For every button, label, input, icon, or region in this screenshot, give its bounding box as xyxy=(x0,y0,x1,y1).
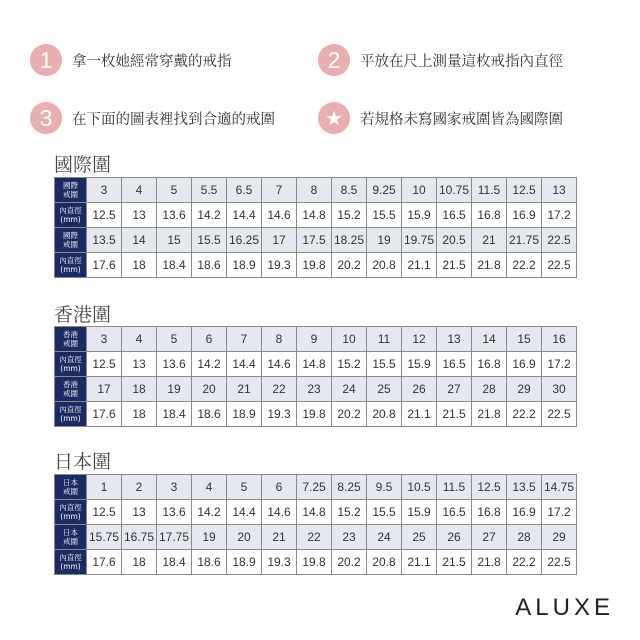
table-cell: 15.5 xyxy=(367,203,402,228)
table-cell: 19.3 xyxy=(262,550,297,575)
table-cell: 18.9 xyxy=(227,402,262,427)
table-cell: 22.2 xyxy=(507,402,542,427)
step-text: 平放在尺上測量這枚戒指內直徑 xyxy=(360,53,563,70)
table-cell: 21.75 xyxy=(507,228,542,253)
table-cell: 18 xyxy=(122,402,157,427)
table-cell: 12.5 xyxy=(472,475,507,500)
ring-size-label: 日本 戒圍 xyxy=(55,475,87,500)
table-cell: 23 xyxy=(332,525,367,550)
table-cell: 13 xyxy=(122,203,157,228)
table-cell: 14.4 xyxy=(227,500,262,525)
table-cell: 22.5 xyxy=(542,402,577,427)
table-cell: 22.2 xyxy=(507,550,542,575)
table-cell: 14.8 xyxy=(297,500,332,525)
inner-diameter-label: 內直徑 (mm) xyxy=(55,203,87,228)
ring-size-label: 香港 戒圍 xyxy=(55,377,87,402)
inner-diameter-label: 內直徑 (mm) xyxy=(55,253,87,278)
inner-diameter-row xyxy=(55,203,577,228)
table-cell: 17 xyxy=(262,228,297,253)
table-cell: 22.5 xyxy=(542,253,577,278)
table-cell: 29 xyxy=(507,377,542,402)
table-cell: 21.1 xyxy=(402,550,437,575)
table-cell: 7 xyxy=(227,327,262,352)
table-cell: 16.9 xyxy=(507,500,542,525)
ring-size-row xyxy=(55,377,577,402)
step-number-badge: 3 xyxy=(30,102,62,134)
brand-logo: ALUXE xyxy=(515,594,614,621)
table-cell: 19 xyxy=(192,525,227,550)
table-cell: 11.5 xyxy=(437,475,472,500)
table-cell: 29 xyxy=(542,525,577,550)
table-cell: 21.5 xyxy=(437,550,472,575)
table-cell: 17.75 xyxy=(157,525,192,550)
inner-diameter-row xyxy=(55,352,577,377)
table-cell: 17.2 xyxy=(542,352,577,377)
table-cell: 15.9 xyxy=(402,203,437,228)
table-cell: 13 xyxy=(122,500,157,525)
table-cell: 27 xyxy=(437,377,472,402)
table-cell: 18 xyxy=(122,377,157,402)
table-cell: 19.3 xyxy=(262,253,297,278)
table-cell: 22.2 xyxy=(507,253,542,278)
table-cell: 15.5 xyxy=(367,352,402,377)
table-cell: 18.6 xyxy=(192,402,227,427)
table-cell: 17 xyxy=(87,377,122,402)
table-cell: 9 xyxy=(297,327,332,352)
table-cell: 25 xyxy=(402,525,437,550)
table-cell: 11.5 xyxy=(472,178,507,203)
inner-diameter-row xyxy=(55,550,577,575)
table-cell: 19 xyxy=(157,377,192,402)
step-2 xyxy=(318,44,563,76)
table-cell: 21.8 xyxy=(472,402,507,427)
table-cell: 18.4 xyxy=(157,550,192,575)
table-cell: 15.75 xyxy=(87,525,122,550)
table-cell: 22 xyxy=(297,525,332,550)
table-cell: 18.9 xyxy=(227,550,262,575)
table-cell: 15.5 xyxy=(192,228,227,253)
table-cell: 20.2 xyxy=(332,402,367,427)
table-cell: 14.4 xyxy=(227,352,262,377)
table-cell: 14.4 xyxy=(227,203,262,228)
table-cell: 16.9 xyxy=(507,203,542,228)
table-cell: 21 xyxy=(472,228,507,253)
table-cell: 20.2 xyxy=(332,550,367,575)
table-cell: 27 xyxy=(472,525,507,550)
table-cell: 5.5 xyxy=(192,178,227,203)
table-cell: 18 xyxy=(122,253,157,278)
table-cell: 25 xyxy=(367,377,402,402)
table-cell: 13 xyxy=(437,327,472,352)
table-cell: 10.5 xyxy=(402,475,437,500)
table-cell: 24 xyxy=(367,525,402,550)
table-cell: 5 xyxy=(227,475,262,500)
table-cell: 8 xyxy=(297,178,332,203)
table-cell: 15 xyxy=(157,228,192,253)
inner-diameter-label: 內直徑 (mm) xyxy=(55,402,87,427)
inner-diameter-label: 內直徑 (mm) xyxy=(55,352,87,377)
table-cell: 21.8 xyxy=(472,550,507,575)
table-cell: 18.6 xyxy=(192,253,227,278)
table-cell: 28 xyxy=(472,377,507,402)
table-cell: 13.6 xyxy=(157,352,192,377)
inner-diameter-label: 內直徑 (mm) xyxy=(55,550,87,575)
table-cell: 13.5 xyxy=(507,475,542,500)
table-cell: 14.75 xyxy=(542,475,577,500)
table-cell: 4 xyxy=(122,327,157,352)
table-cell: 10.75 xyxy=(437,178,472,203)
table-cell: 16.75 xyxy=(122,525,157,550)
ring-size-label: 國際 戒圍 xyxy=(55,178,87,203)
table-cell: 19 xyxy=(367,228,402,253)
table-cell: 19.8 xyxy=(297,402,332,427)
table-cell: 16.9 xyxy=(507,352,542,377)
table-cell: 14.2 xyxy=(192,352,227,377)
table-cell: 14.6 xyxy=(262,500,297,525)
table-cell: 17.6 xyxy=(87,253,122,278)
table-cell: 8.25 xyxy=(332,475,367,500)
table-cell: 5 xyxy=(157,178,192,203)
table-cell: 8.5 xyxy=(332,178,367,203)
table-cell: 15.2 xyxy=(332,500,367,525)
table-cell: 20 xyxy=(227,525,262,550)
ring-size-label: 日本 戒圍 xyxy=(55,525,87,550)
table-cell: 17.6 xyxy=(87,402,122,427)
step-number-badge: 1 xyxy=(30,44,62,76)
step-text: 在下面的圖表裡找到合適的戒圍 xyxy=(72,111,275,128)
table-cell: 13 xyxy=(542,178,577,203)
table-cell: 16.5 xyxy=(437,500,472,525)
table-cell: 15.2 xyxy=(332,352,367,377)
ring-size-row xyxy=(55,525,577,550)
table-cell: 17.2 xyxy=(542,500,577,525)
table-cell: 12.5 xyxy=(87,203,122,228)
star-icon: ★ xyxy=(318,102,350,134)
table-cell: 13.6 xyxy=(157,203,192,228)
table-cell: 11 xyxy=(367,327,402,352)
table-cell: 16.5 xyxy=(437,352,472,377)
table-cell: 15.2 xyxy=(332,203,367,228)
table-cell: 14.2 xyxy=(192,203,227,228)
table-cell: 17.5 xyxy=(297,228,332,253)
table-cell: 23 xyxy=(297,377,332,402)
table-cell: 15.9 xyxy=(402,500,437,525)
section-title-hongkong: 香港圍 xyxy=(54,304,112,326)
table-cell: 15.5 xyxy=(367,500,402,525)
table-cell: 20.2 xyxy=(332,253,367,278)
table-cell: 16.25 xyxy=(227,228,262,253)
table-cell: 19.8 xyxy=(297,253,332,278)
table-cell: 13.6 xyxy=(157,500,192,525)
table-cell: 10 xyxy=(402,178,437,203)
inner-diameter-row xyxy=(55,253,577,278)
step-3 xyxy=(30,102,275,134)
step-number-badge: 2 xyxy=(318,44,350,76)
table-cell: 13 xyxy=(122,352,157,377)
ring-size-row xyxy=(55,327,577,352)
step-1 xyxy=(30,44,232,76)
table-cell: 20.8 xyxy=(367,253,402,278)
table-cell: 9.25 xyxy=(367,178,402,203)
table-cell: 20 xyxy=(192,377,227,402)
table-cell: 6.5 xyxy=(227,178,262,203)
table-cell: 14 xyxy=(472,327,507,352)
table-cell: 19.3 xyxy=(262,402,297,427)
table-cell: 6 xyxy=(262,475,297,500)
table-cell: 17.6 xyxy=(87,550,122,575)
table-cell: 24 xyxy=(332,377,367,402)
table-cell: 18.4 xyxy=(157,402,192,427)
table-cell: 30 xyxy=(542,377,577,402)
table-cell: 21 xyxy=(262,525,297,550)
inner-diameter-label: 內直徑 (mm) xyxy=(55,500,87,525)
table-cell: 1 xyxy=(87,475,122,500)
table-cell: 15 xyxy=(507,327,542,352)
step-text: 拿一枚她經常穿戴的戒指 xyxy=(72,53,232,70)
table-cell: 19.8 xyxy=(297,550,332,575)
section-title-international: 國際圍 xyxy=(54,154,112,176)
table-cell: 12.5 xyxy=(87,352,122,377)
table-cell: 18.4 xyxy=(157,253,192,278)
table-cell: 16.8 xyxy=(472,500,507,525)
table-cell: 6 xyxy=(192,327,227,352)
table-cell: 12.5 xyxy=(507,178,542,203)
table-cell: 7 xyxy=(262,178,297,203)
step-text: 若規格未寫國家戒圍皆為國際圍 xyxy=(360,111,563,128)
inner-diameter-row xyxy=(55,402,577,427)
table-cell: 22 xyxy=(262,377,297,402)
table-cell: 16 xyxy=(542,327,577,352)
table-cell: 2 xyxy=(122,475,157,500)
table-cell: 20.5 xyxy=(437,228,472,253)
table-cell: 5 xyxy=(157,327,192,352)
table-cell: 18 xyxy=(122,550,157,575)
table-cell: 10 xyxy=(332,327,367,352)
table-cell: 8 xyxy=(262,327,297,352)
table-cell: 14.8 xyxy=(297,352,332,377)
table-cell: 15.9 xyxy=(402,352,437,377)
table-cell: 14.6 xyxy=(262,203,297,228)
table-cell: 9.5 xyxy=(367,475,402,500)
table-cell: 17.2 xyxy=(542,203,577,228)
table-cell: 12 xyxy=(402,327,437,352)
table-cell: 12.5 xyxy=(87,500,122,525)
table-cell: 21.1 xyxy=(402,253,437,278)
table-cell: 21.8 xyxy=(472,253,507,278)
table-cell: 22.5 xyxy=(542,550,577,575)
table-cell: 13.5 xyxy=(87,228,122,253)
ring-size-label: 國際 戒圍 xyxy=(55,228,87,253)
table-cell: 20.8 xyxy=(367,402,402,427)
table-cell: 21.5 xyxy=(437,402,472,427)
table-cell: 16.8 xyxy=(472,203,507,228)
section-title-japan: 日本圍 xyxy=(54,451,112,473)
size-table-japan xyxy=(54,474,577,575)
table-cell: 21 xyxy=(227,377,262,402)
ring-size-row xyxy=(55,475,577,500)
table-cell: 26 xyxy=(402,377,437,402)
table-cell: 3 xyxy=(157,475,192,500)
table-cell: 22.5 xyxy=(542,228,577,253)
table-cell: 4 xyxy=(122,178,157,203)
table-cell: 7.25 xyxy=(297,475,332,500)
size-table-international xyxy=(54,177,577,278)
table-cell: 21.1 xyxy=(402,402,437,427)
table-cell: 14.2 xyxy=(192,500,227,525)
table-cell: 19.75 xyxy=(402,228,437,253)
ring-size-row xyxy=(55,228,577,253)
ring-size-label: 香港 戒圍 xyxy=(55,327,87,352)
table-cell: 18.25 xyxy=(332,228,367,253)
inner-diameter-row xyxy=(55,500,577,525)
table-cell: 26 xyxy=(437,525,472,550)
step-note xyxy=(318,102,563,134)
table-cell: 18.9 xyxy=(227,253,262,278)
table-cell: 14.6 xyxy=(262,352,297,377)
ring-size-row xyxy=(55,178,577,203)
table-cell: 28 xyxy=(507,525,542,550)
table-cell: 16.8 xyxy=(472,352,507,377)
table-cell: 21.5 xyxy=(437,253,472,278)
table-cell: 4 xyxy=(192,475,227,500)
table-cell: 20.8 xyxy=(367,550,402,575)
table-cell: 14.8 xyxy=(297,203,332,228)
table-cell: 3 xyxy=(87,178,122,203)
size-table-hongkong xyxy=(54,326,577,427)
table-cell: 18.6 xyxy=(192,550,227,575)
table-cell: 16.5 xyxy=(437,203,472,228)
table-cell: 3 xyxy=(87,327,122,352)
table-cell: 14 xyxy=(122,228,157,253)
